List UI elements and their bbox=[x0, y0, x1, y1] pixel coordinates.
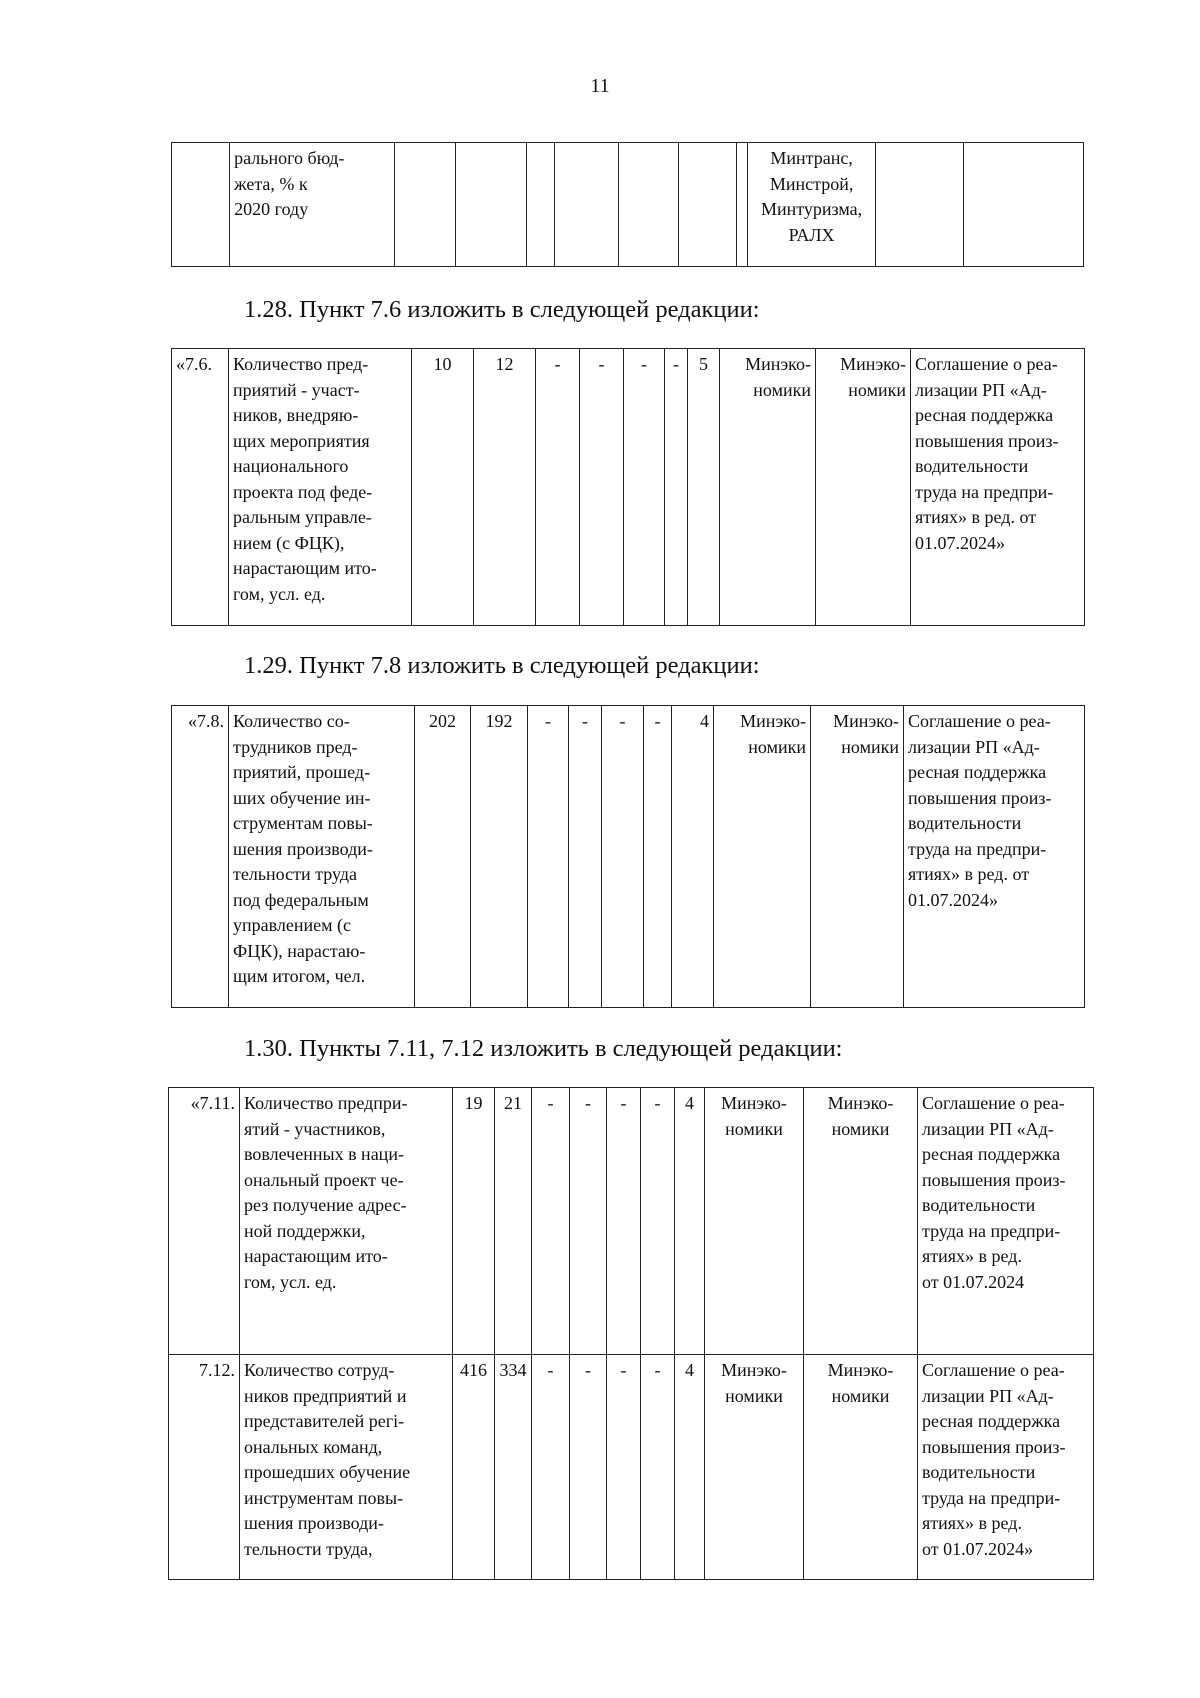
responsible-org: Минэко- номики bbox=[720, 349, 816, 626]
value-cell: - bbox=[528, 706, 569, 1008]
value-cell: 19 bbox=[453, 1088, 495, 1355]
value-cell: 10 bbox=[412, 349, 474, 626]
table-7-6 bbox=[171, 348, 1085, 626]
value-cell: 4 bbox=[675, 1088, 705, 1355]
value-cell: 4 bbox=[675, 1355, 705, 1580]
table-7-8 bbox=[171, 705, 1085, 1008]
row-number: «7.11. bbox=[169, 1088, 240, 1355]
value-cell bbox=[395, 143, 455, 267]
value-cell: - bbox=[536, 349, 580, 626]
table-7-11-7-12 bbox=[168, 1087, 1094, 1580]
value-cell: - bbox=[644, 706, 672, 1008]
value-cell: - bbox=[532, 1088, 570, 1355]
value-cell bbox=[678, 143, 736, 267]
source-document: Соглашение о реа- лизации РП «Ад- ресная поддержка повышения произ- водительности труда на предпри- ятиях» в ред. от 01.07.2024 bbox=[918, 1088, 1094, 1355]
value-cell: 334 bbox=[495, 1355, 532, 1580]
table-row bbox=[169, 1355, 1094, 1580]
value-cell: - bbox=[607, 1355, 641, 1580]
value-cell: - bbox=[665, 349, 688, 626]
value-cell: - bbox=[532, 1355, 570, 1580]
value-cell: 12 bbox=[474, 349, 536, 626]
value-cell: 202 bbox=[415, 706, 471, 1008]
table-row bbox=[169, 1088, 1094, 1355]
source-document: Соглашение о реа- лизации РП «Ад- ресная поддержка повышения произ- водительности труда на предпри- ятиях» в ред. от 01.07.2024» bbox=[904, 706, 1085, 1008]
table-continuation bbox=[171, 142, 1084, 267]
row-number: «7.6. bbox=[172, 349, 229, 626]
indicator-description: Количество сотруд- ников предприятий и представителей регі- ональных команд, прошедших обучение инструментам повы- шения производи- тельности труда, bbox=[240, 1355, 453, 1580]
value-cell bbox=[618, 143, 678, 267]
value-cell: 5 bbox=[688, 349, 720, 626]
value-cell: - bbox=[570, 1088, 607, 1355]
value-cell bbox=[554, 143, 618, 267]
heading-1-29: 1.29. Пункт 7.8 изложить в следующей редакции: bbox=[244, 652, 760, 679]
responsible-org: Минэко- номики bbox=[714, 706, 811, 1008]
value-cell: - bbox=[607, 1088, 641, 1355]
value-cell: - bbox=[580, 349, 624, 626]
source-document: Соглашение о реа- лизации РП «Ад- ресная поддержка повышения произ- водительности труда на предпри- ятиях» в ред. от 01.07.2024» bbox=[918, 1355, 1094, 1580]
source-document: Соглашение о реа- лизации РП «Ад- ресная поддержка повышения произ- водительности труда на предпри- ятиях» в ред. от 01.07.2024» bbox=[911, 349, 1085, 626]
value-cell: 192 bbox=[471, 706, 528, 1008]
num-cell bbox=[172, 143, 230, 267]
value-cell bbox=[526, 143, 554, 267]
page-number: 11 bbox=[590, 75, 610, 97]
value-cell bbox=[737, 143, 748, 267]
value-cell: - bbox=[641, 1088, 675, 1355]
value-cell bbox=[455, 143, 526, 267]
indicator-description: рального бюд- жета, % к 2020 году bbox=[230, 143, 395, 267]
indicator-description: Количество предпри- ятий - участников, вовлеченных в наци- ональный проект че- рез получение адрес- ной поддержки, нарастающим ито- гом, усл. ед. bbox=[240, 1088, 453, 1355]
responsible-org: Минэко- номики bbox=[705, 1088, 804, 1355]
responsible-org: Минэко- номики bbox=[705, 1355, 804, 1580]
indicator-description: Количество со- трудников пред- приятий, прошед- ших обучение ин- струментам повы- шения производи- тельности труда под федеральным управлением (с ФЦК), нарастаю- щим итогом, чел. bbox=[229, 706, 415, 1008]
responsible-org: Минэко- номики bbox=[811, 706, 904, 1008]
row-number: 7.12. bbox=[169, 1355, 240, 1580]
indicator-description: Количество пред- приятий - участ- ников, внедряю- щих мероприятия национального проекта под феде- ральным управле- нием (с ФЦК), нарастающим ито- гом, усл. ед. bbox=[229, 349, 412, 626]
responsible-orgs: Минтранс, Минстрой, Минтуризма, РАЛХ bbox=[748, 143, 876, 267]
responsible-org: Минэко- номики bbox=[816, 349, 911, 626]
value-cell: - bbox=[602, 706, 644, 1008]
value-cell: 21 bbox=[495, 1088, 532, 1355]
value-cell: - bbox=[570, 1355, 607, 1580]
value-cell: 4 bbox=[672, 706, 714, 1008]
responsible-org: Минэко- номики bbox=[804, 1088, 918, 1355]
value-cell: 416 bbox=[453, 1355, 495, 1580]
value-cell: - bbox=[569, 706, 602, 1008]
value-cell: - bbox=[624, 349, 665, 626]
empty-cell bbox=[963, 143, 1083, 267]
responsible-org: Минэко- номики bbox=[804, 1355, 918, 1580]
heading-1-28: 1.28. Пункт 7.6 изложить в следующей редакции: bbox=[244, 296, 760, 323]
heading-1-30: 1.30. Пункты 7.11, 7.12 изложить в следующей редакции: bbox=[244, 1035, 843, 1062]
empty-cell bbox=[875, 143, 963, 267]
row-number: «7.8. bbox=[172, 706, 229, 1008]
value-cell: - bbox=[641, 1355, 675, 1580]
